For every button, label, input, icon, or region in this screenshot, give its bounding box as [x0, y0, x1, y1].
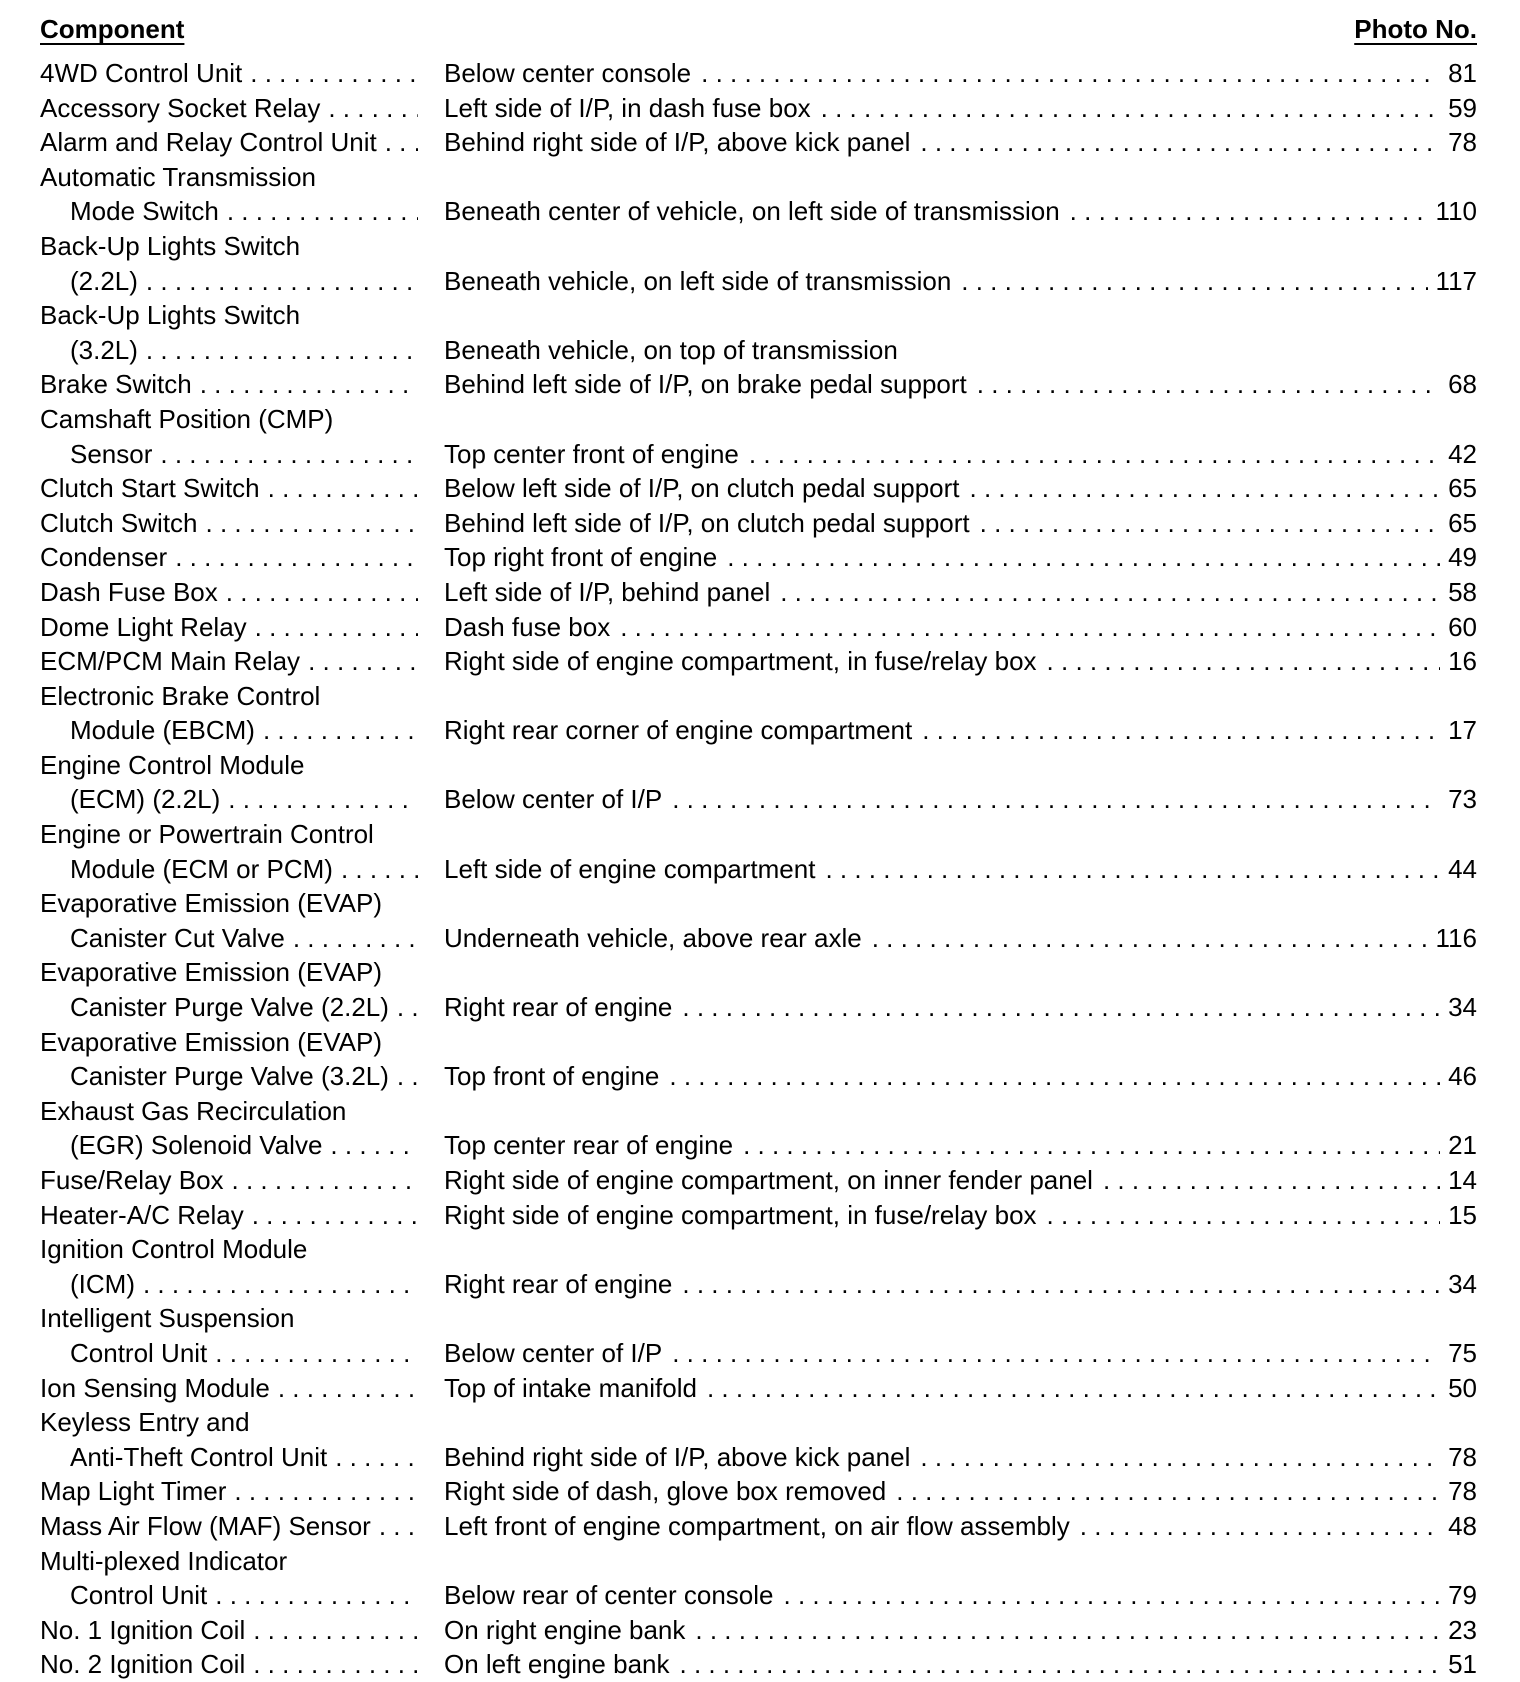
component-entry	[40, 471, 1477, 506]
component-name-line	[40, 886, 1477, 921]
component-location: Behind right side of I/P, above kick panel	[444, 1441, 911, 1472]
component-name: Dome Light Relay	[40, 611, 247, 642]
component-location: Top right front of engine	[444, 542, 718, 573]
dot-leader	[970, 471, 1441, 506]
photo-number: 65	[1448, 473, 1477, 504]
dot-leader	[620, 610, 1440, 645]
photo-number: 116	[1435, 922, 1477, 953]
component-name: Fuse/Relay Box	[40, 1165, 224, 1195]
component-location: Right side of dash, glove box removed	[444, 1476, 887, 1507]
photo-number: 21	[1448, 1130, 1477, 1161]
component-entry	[40, 955, 1477, 1024]
dot-leader	[682, 990, 1440, 1025]
component-name-line	[40, 817, 1477, 852]
component-name: Condenser	[40, 542, 168, 573]
component-row	[40, 1440, 1477, 1475]
component-name-continued: Canister Purge Valve (2.2L)	[70, 992, 389, 1023]
component-name-continued: Control Unit	[70, 1580, 208, 1611]
dot-leader	[263, 713, 418, 748]
component-location: Beneath center of vehicle, on left side of transmission	[444, 196, 1060, 227]
dot-leader	[228, 782, 418, 817]
component-name: Map Light Timer	[40, 1476, 227, 1507]
component-name: Accessory Socket Relay	[40, 92, 321, 123]
component-name: Multi-plexed Indicator	[40, 1545, 288, 1576]
component-name-continued: Control Unit	[70, 1337, 208, 1368]
component-name-continued: (2.2L)	[70, 265, 138, 296]
component-row	[40, 782, 1477, 817]
photo-number: 15	[1448, 1199, 1477, 1230]
component-name-line	[40, 1094, 1477, 1129]
photo-number: 42	[1448, 438, 1477, 469]
dot-leader	[707, 1371, 1440, 1406]
component-location: Behind left side of I/P, on clutch pedal support	[444, 507, 970, 538]
component-name: Clutch Start Switch	[40, 473, 260, 504]
dot-leader	[227, 194, 418, 229]
component-entry	[40, 540, 1477, 575]
dot-leader	[253, 1647, 418, 1682]
photo-number: 51	[1448, 1649, 1477, 1680]
component-location: On right engine bank	[444, 1614, 686, 1645]
dot-leader	[1047, 644, 1441, 679]
component-entry	[40, 402, 1477, 471]
dot-leader	[977, 367, 1440, 402]
component-entry	[40, 679, 1477, 748]
component-name: No. 1 Ignition Coil	[40, 1614, 246, 1645]
component-name: Mass Air Flow (MAF) Sensor	[40, 1510, 371, 1541]
component-name-line	[40, 402, 1477, 437]
component-name: Exhaust Gas Recirculation	[40, 1095, 347, 1126]
photo-number: 59	[1448, 92, 1477, 123]
component-entry	[40, 91, 1477, 126]
component-name: Camshaft Position (CMP)	[40, 403, 334, 434]
dot-leader	[175, 540, 418, 575]
component-entry	[40, 886, 1477, 955]
component-entry	[40, 1474, 1477, 1509]
component-row	[40, 644, 1477, 679]
component-location: Left side of engine compartment	[444, 853, 816, 884]
photo-number: 23	[1448, 1614, 1477, 1645]
component-entry	[40, 160, 1477, 229]
dot-leader	[328, 91, 418, 126]
dot-leader	[980, 506, 1440, 541]
dot-leader	[397, 990, 418, 1025]
component-entry	[40, 1094, 1477, 1163]
component-location: Below center of I/P	[444, 1337, 663, 1368]
component-entry	[40, 1647, 1477, 1682]
component-name-continued: Canister Purge Valve (3.2L)	[70, 1061, 389, 1092]
photo-number: 81	[1448, 58, 1477, 88]
component-entry	[40, 1509, 1477, 1544]
dot-leader	[253, 1613, 418, 1648]
component-entry	[40, 817, 1477, 886]
photo-number: 16	[1448, 646, 1477, 677]
component-row	[40, 1578, 1477, 1613]
dot-leader	[146, 333, 418, 368]
component-name-line	[40, 1232, 1477, 1267]
component-name: Evaporative Emission (EVAP)	[40, 888, 382, 919]
component-row	[40, 1336, 1477, 1371]
dot-leader	[727, 540, 1440, 575]
dot-leader	[335, 1440, 418, 1475]
component-entry	[40, 1025, 1477, 1094]
component-location: Beneath vehicle, on top of transmission	[444, 334, 898, 365]
dot-leader	[341, 852, 418, 887]
component-row	[40, 333, 1477, 368]
dot-leader	[385, 125, 418, 160]
component-name-continued: Module (EBCM)	[70, 715, 255, 746]
dot-leader	[160, 437, 418, 472]
component-name: No. 2 Ignition Coil	[40, 1649, 246, 1680]
photo-number: 58	[1448, 576, 1477, 607]
component-entry	[40, 56, 1477, 91]
component-name-continued: (ECM) (2.2L)	[70, 784, 221, 815]
component-location: Below center of I/P	[444, 784, 663, 815]
dot-leader	[278, 1371, 418, 1406]
component-location: Right side of engine compartment, in fuse/relay box	[444, 1199, 1037, 1230]
photo-number: 78	[1448, 127, 1477, 158]
component-name-line	[40, 1301, 1477, 1336]
photo-number: 46	[1448, 1061, 1477, 1092]
dot-leader	[780, 575, 1440, 610]
dot-leader	[825, 852, 1440, 887]
component-location: Underneath vehicle, above rear axle	[444, 922, 862, 953]
component-entry	[40, 1301, 1477, 1370]
component-row	[40, 575, 1477, 610]
component-location: Below rear of center console	[444, 1580, 774, 1611]
component-name-line	[40, 298, 1477, 333]
component-name: Clutch Switch	[40, 507, 198, 538]
photo-number: 44	[1448, 853, 1477, 884]
component-name: Ignition Control Module	[40, 1234, 308, 1265]
component-name: Back-Up Lights Switch	[40, 300, 301, 331]
component-row	[40, 540, 1477, 575]
component-name-line	[40, 1405, 1477, 1440]
component-location: Top of intake manifold	[444, 1372, 697, 1403]
component-name-line	[40, 748, 1477, 783]
component-location: Left front of engine compartment, on air flow assembly	[444, 1510, 1070, 1541]
component-entry	[40, 1613, 1477, 1648]
photo-number: 78	[1448, 1441, 1477, 1472]
component-name: Back-Up Lights Switch	[40, 230, 301, 261]
component-name: Engine Control Module	[40, 749, 305, 780]
photo-number: 79	[1448, 1580, 1477, 1611]
dot-leader	[215, 1578, 418, 1613]
dot-leader	[701, 56, 1440, 91]
component-row	[40, 1647, 1477, 1682]
component-row	[40, 437, 1477, 472]
component-entry	[40, 1371, 1477, 1406]
component-name-continued: Sensor	[70, 438, 153, 469]
photo-number: 17	[1448, 715, 1477, 746]
component-entry	[40, 506, 1477, 541]
component-entry	[40, 748, 1477, 817]
component-location: On left engine bank	[444, 1649, 670, 1680]
dot-leader	[234, 1474, 418, 1509]
component-location: Left side of I/P, in dash fuse box	[444, 92, 811, 123]
photo-number: 65	[1448, 507, 1477, 538]
component-location: Below left side of I/P, on clutch pedal support	[444, 473, 960, 504]
dot-leader	[743, 1128, 1440, 1163]
photo-number: 117	[1435, 265, 1477, 296]
dot-leader	[330, 1128, 418, 1163]
dot-leader	[872, 921, 1428, 956]
dot-leader	[250, 56, 418, 91]
dot-leader	[226, 575, 418, 610]
component-row	[40, 367, 1477, 402]
component-name: Brake Switch	[40, 369, 192, 400]
component-location: Left side of I/P, behind panel	[444, 576, 771, 607]
component-name: ECM/PCM Main Relay	[40, 646, 301, 677]
component-row	[40, 610, 1477, 645]
photo-number: 50	[1448, 1372, 1477, 1403]
component-row	[40, 471, 1477, 506]
component-name: Engine or Powertrain Control	[40, 819, 374, 850]
component-location: Top front of engine	[444, 1061, 660, 1092]
photo-number: 34	[1448, 1268, 1477, 1299]
dot-leader	[215, 1336, 418, 1371]
dot-leader	[920, 1440, 1440, 1475]
photo-number: 75	[1448, 1337, 1477, 1368]
component-name-line	[40, 1544, 1477, 1579]
component-row	[40, 1371, 1477, 1406]
component-name-line	[40, 955, 1477, 990]
dot-leader	[255, 610, 418, 645]
photo-number: 34	[1448, 992, 1477, 1023]
component-name-continued: (ICM)	[70, 1268, 135, 1299]
component-name: Evaporative Emission (EVAP)	[40, 1026, 382, 1057]
photo-number: 49	[1448, 542, 1477, 573]
component-entry	[40, 1232, 1477, 1301]
component-row	[40, 1509, 1477, 1544]
component-row	[40, 1163, 1477, 1198]
dot-leader	[200, 367, 418, 402]
component-row	[40, 1128, 1477, 1163]
component-row	[40, 1267, 1477, 1302]
dot-leader	[1080, 1509, 1440, 1544]
component-name-continued: (3.2L)	[70, 334, 138, 365]
component-column-header: Component	[40, 14, 185, 44]
dot-leader	[682, 1267, 1440, 1302]
component-entry	[40, 644, 1477, 679]
component-row	[40, 506, 1477, 541]
component-name: Alarm and Relay Control Unit	[40, 127, 377, 158]
dot-leader	[1047, 1198, 1441, 1233]
component-location: Right side of engine compartment, on inner fender panel	[444, 1165, 1093, 1195]
photo-number: 48	[1448, 1510, 1477, 1541]
component-name: Heater-A/C Relay	[40, 1199, 244, 1230]
dot-leader	[252, 1198, 418, 1233]
dot-leader	[206, 506, 419, 541]
component-entry	[40, 1163, 1477, 1198]
component-row	[40, 990, 1477, 1025]
component-location: Right rear corner of engine compartment	[444, 715, 913, 746]
component-location: Right rear of engine	[444, 1268, 673, 1299]
component-entry	[40, 298, 1477, 367]
component-name: Ion Sensing Module	[40, 1372, 270, 1403]
dot-leader	[268, 471, 418, 506]
component-row	[40, 91, 1477, 126]
dot-leader	[308, 644, 418, 679]
component-entry	[40, 229, 1477, 298]
component-name-continued: (EGR) Solenoid Valve	[70, 1130, 323, 1161]
dot-leader	[146, 264, 418, 299]
component-entry	[40, 610, 1477, 645]
component-name-continued: Canister Cut Valve	[70, 922, 285, 953]
component-row	[40, 125, 1477, 160]
component-location: Behind left side of I/P, on brake pedal support	[444, 369, 967, 400]
dot-leader	[1103, 1163, 1440, 1198]
component-name: Evaporative Emission (EVAP)	[40, 957, 382, 988]
dot-leader	[379, 1509, 418, 1544]
dot-leader	[961, 264, 1427, 299]
component-name-line	[40, 160, 1477, 195]
dot-leader	[672, 782, 1440, 817]
component-entry	[40, 1405, 1477, 1474]
dot-leader	[397, 1059, 418, 1094]
dot-leader	[920, 125, 1440, 160]
dot-leader	[1070, 194, 1428, 229]
component-name: Dash Fuse Box	[40, 576, 218, 607]
component-row	[40, 1198, 1477, 1233]
photo-number: 73	[1448, 784, 1477, 815]
dot-leader	[821, 91, 1440, 126]
component-name: Automatic Transmission	[40, 161, 316, 192]
component-row	[40, 56, 1477, 91]
component-entry	[40, 1198, 1477, 1233]
dot-leader	[672, 1336, 1440, 1371]
component-location: Beneath vehicle, on left side of transmission	[444, 265, 952, 296]
photo-number: 110	[1435, 196, 1477, 227]
component-name-line	[40, 1025, 1477, 1060]
photo-number: 60	[1448, 611, 1477, 642]
dot-leader	[784, 1578, 1441, 1613]
component-row	[40, 264, 1477, 299]
component-entry	[40, 575, 1477, 610]
component-name-continued: Module (ECM or PCM)	[70, 853, 333, 884]
component-location: Below center console	[444, 58, 692, 88]
component-name-continued: Mode Switch	[70, 196, 219, 227]
component-row	[40, 194, 1477, 229]
component-name: Intelligent Suspension	[40, 1303, 295, 1334]
component-location: Dash fuse box	[444, 611, 611, 642]
component-location: Top center front of engine	[444, 438, 739, 469]
dot-leader	[143, 1267, 418, 1302]
component-row	[40, 921, 1477, 956]
component-name-line	[40, 679, 1477, 714]
photo-number-column-header: Photo No.	[1354, 14, 1477, 44]
component-location: Right side of engine compartment, in fuse/relay box	[444, 646, 1037, 677]
component-name-continued: Anti-Theft Control Unit	[70, 1441, 328, 1472]
component-location: Right rear of engine	[444, 992, 673, 1023]
component-name: 4WD Control Unit	[40, 58, 243, 88]
dot-leader	[669, 1059, 1440, 1094]
component-row	[40, 852, 1477, 887]
component-row	[40, 1613, 1477, 1648]
photo-number: 78	[1448, 1476, 1477, 1507]
component-name: Electronic Brake Control	[40, 680, 321, 711]
component-row	[40, 713, 1477, 748]
component-location: Behind right side of I/P, above kick panel	[444, 127, 911, 158]
dot-leader	[293, 921, 418, 956]
component-entry	[40, 1544, 1477, 1613]
dot-leader	[695, 1613, 1440, 1648]
dot-leader	[922, 713, 1440, 748]
component-entry	[40, 367, 1477, 402]
component-row	[40, 1059, 1477, 1094]
dot-leader	[232, 1163, 418, 1198]
component-entry	[40, 125, 1477, 160]
component-list	[40, 56, 1477, 1682]
photo-number: 68	[1448, 369, 1477, 400]
photo-number: 14	[1448, 1165, 1477, 1195]
component-row	[40, 1474, 1477, 1509]
component-location: Top center rear of engine	[444, 1130, 734, 1161]
component-name-line	[40, 229, 1477, 264]
dot-leader	[749, 437, 1440, 472]
component-name: Keyless Entry and	[40, 1407, 250, 1438]
dot-leader	[896, 1474, 1440, 1509]
dot-leader	[680, 1647, 1441, 1682]
